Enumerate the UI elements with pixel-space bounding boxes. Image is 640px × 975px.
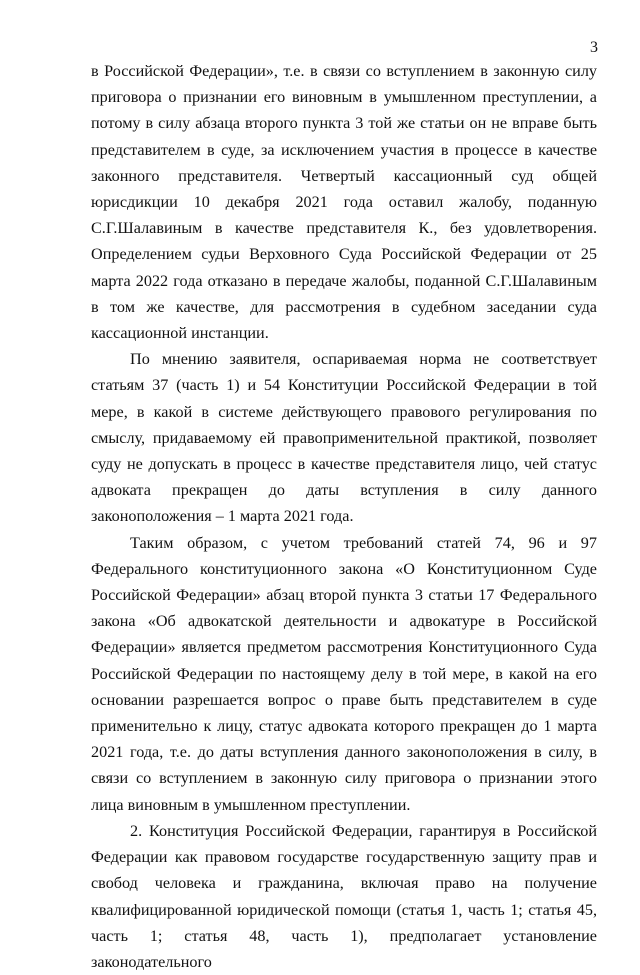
paragraph-applicant-position: По мнению заявителя, оспариваемая норма не соответствует статьям 37 (часть 1) и 54 Конституции Российской Федерации в той мере, в какой в системе действующего правового регулирования по смыслу, придаваемому ей правоприменительной практикой, позволяет суду не допускать в процесс в качестве представителя лицо, чей статус адвоката прекращен до даты вступления в силу данного законоположения – 1 марта 2021 года. — [91, 350, 597, 526]
paragraph-subject-of-review: Таким образом, с учетом требований статей 74, 96 и 97 Федерального конституционного закона «О Конституционном Суде Российской Федерации» абзац второй пункта 3 статьи 17 Федерального закона «Об адвокатской деятельности и адвокатуре в Российской Федерации» является предметом рассмотрения Конституционного Суда Российской Федерации по настоящему делу в той мере, в какой на его основании разрешается вопрос о праве быть представителем в суде применительно к лицу, статус адвоката которого прекращен до 1 марта 2021 года, т.е. до даты вступления данного законоположения в силу, в связи со вступлением в законную силу приговора о признании этого лица виновным в умышленном преступлении. — [91, 533, 597, 814]
paragraph-continuation: в Российской Федерации», т.е. в связи со вступлением в законную силу приговора о признании его виновным в умышленном преступлении, а потому в силу абзаца второго пункта 3 той же статьи он не вправе быть представителем в суде, за исключением участия в процессе в качестве законного представителя. Четвертый кассационный суд общей юрисдикции 10 декабря 2021 года оставил жалобу, поданную С.Г.Шалавиным в качестве представителя К., без удовлетворения. Определением судьи Верховного Суда Российской Федерации от 25 марта 2022 года отказано в передаче жалобы, поданной С.Г.Шалавиным в том же качестве, для рассмотрения в судебном заседании суда кассационной инстанции. — [91, 62, 597, 343]
page-number: 3 — [590, 39, 598, 56]
paragraph-section-2: 2. Конституция Российской Федерации, гарантируя в Российской Федерации как правовом государстве государственную защиту прав и свобод человека и гражданина, включая право на получение квалифицированной юридической помощи (статья 1, часть 1; статья 45, часть 1; статья 48, часть 1), предполагает установление законодательного — [91, 821, 597, 971]
document-body — [91, 58, 597, 975]
